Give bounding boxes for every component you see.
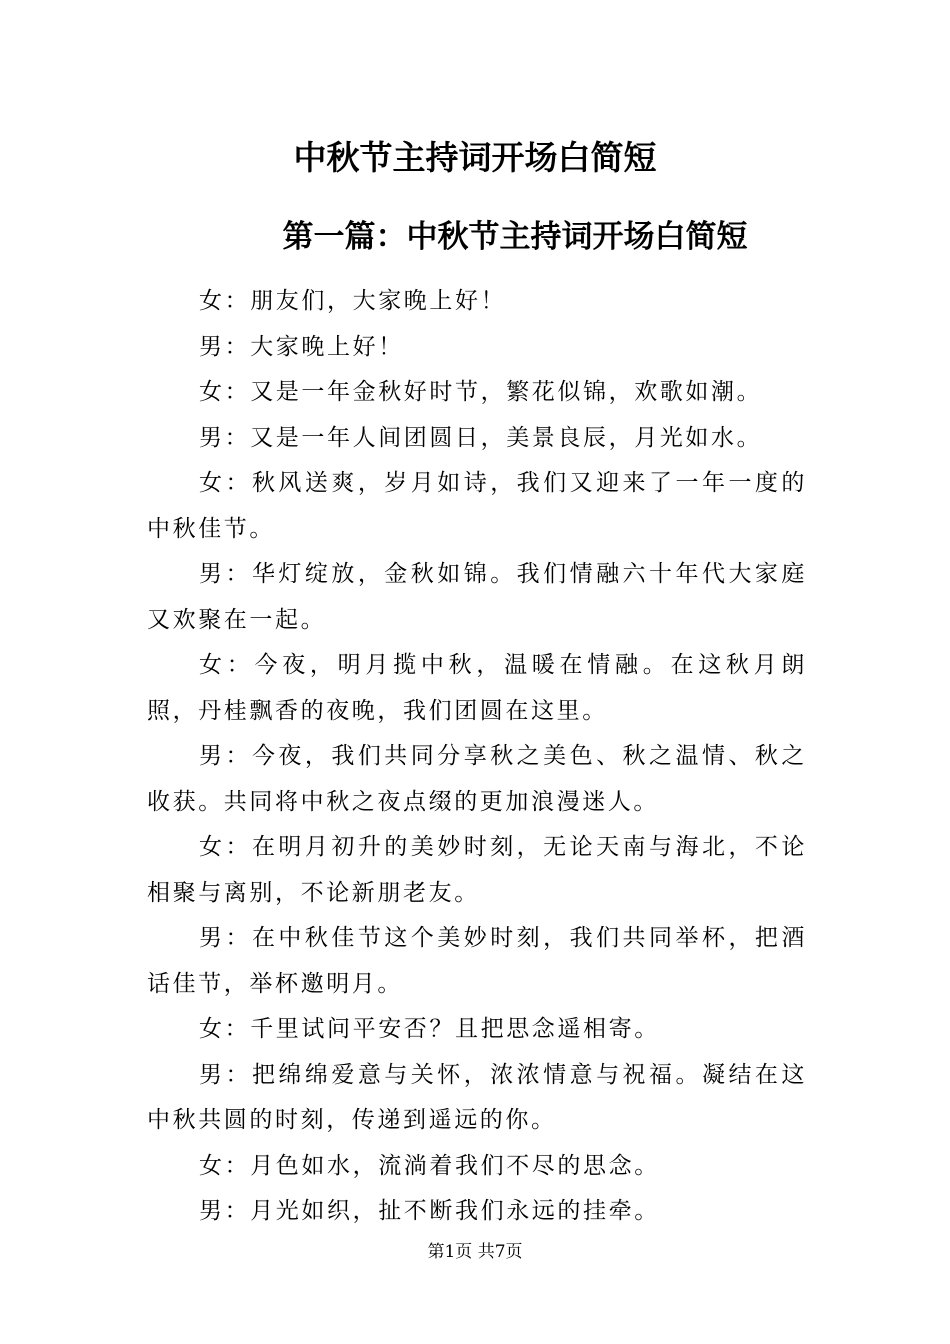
paragraph: 女：朋友们，大家晚上好！ bbox=[199, 288, 507, 314]
section-title: 第一篇：中秋节主持词开场白简短 bbox=[282, 219, 748, 255]
paragraph: 女：秋风送爽，岁月如诗，我们又迎来了一年一度的中秋佳节。 bbox=[147, 470, 807, 542]
paragraph: 女：千里试问平安否？且把思念遥相寄。 bbox=[199, 1016, 660, 1042]
paragraph: 女：在明月初升的美妙时刻，无论天南与海北，不论相聚与离别，不论新朋老友。 bbox=[147, 834, 807, 906]
document-body bbox=[147, 279, 807, 1235]
paragraph: 男：在中秋佳节这个美妙时刻，我们共同举杯，把酒话佳节，举杯邀明月。 bbox=[147, 925, 807, 997]
paragraph: 男：今夜，我们共同分享秋之美色、秋之温情、秋之收获。共同将中秋之夜点缀的更加浪漫迷人。 bbox=[147, 743, 807, 815]
paragraph: 女：今夜，明月揽中秋，温暖在情融。在这秋月朗照，丹桂飘香的夜晚，我们团圆在这里。 bbox=[147, 652, 807, 724]
document-title: 中秋节主持词开场白简短 bbox=[293, 138, 657, 177]
page-footer: 第1页 共7页 bbox=[427, 1242, 523, 1262]
paragraph: 女：月色如水，流淌着我们不尽的思念。 bbox=[199, 1152, 660, 1179]
paragraph: 男：月光如织，扯不断我们永远的挂牵。 bbox=[199, 1198, 660, 1224]
paragraph: 男：华灯绽放，金秋如锦。我们情融六十年代大家庭又欢聚在一起。 bbox=[147, 561, 807, 633]
paragraph: 女：又是一年金秋好时节，繁花似锦，欢歌如潮。 bbox=[199, 379, 763, 405]
paragraph: 男：把绵绵爱意与关怀，浓浓情意与祝福。凝结在这中秋共圆的时刻，传递到遥远的你。 bbox=[147, 1061, 807, 1133]
paragraph: 男：大家晚上好！ bbox=[199, 333, 404, 360]
paragraph: 男：又是一年人间团圆日，美景良辰，月光如水。 bbox=[199, 424, 763, 451]
